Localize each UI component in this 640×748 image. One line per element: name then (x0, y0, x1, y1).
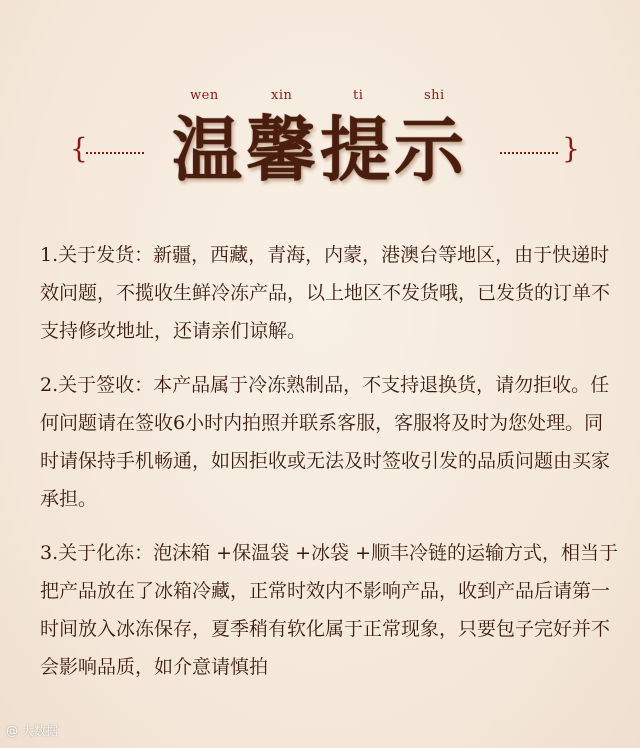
pinyin-xin: xin (271, 88, 293, 103)
pinyin-row (0, 88, 640, 108)
notice-thawing: 3.关于化冻：泡沫箱 +保温袋 +冰袋 +顺丰冷链的运输方式，相当于把产品放在了冰箱冷藏，正常时效内不影响产品，收到产品后请第一时间放入冰冻保存，夏季稍有软化属于正常现象，只要包子完好并不会影响品质，如介意请慎拍 (40, 542, 619, 678)
right-brace-icon: } (562, 132, 580, 165)
watermark: @ 大数据 (6, 724, 58, 738)
title-row (0, 110, 640, 194)
pinyin-wen: wen (190, 88, 219, 103)
pinyin-shi: shi (424, 88, 445, 103)
pinyin-ti: ti (353, 88, 364, 103)
notice-receipt: 2.关于签收：本产品属于冷冻熟制品，不支持退换货，请勿拒收。任何问题请在签收6小时内拍照并联系客服，客服将及时为您处理。同时请保持手机畅通，如因拒收或无法及时签收引发的品质问题由买家承担。 (40, 374, 611, 510)
left-dotted-line (86, 152, 144, 154)
left-brace-icon: { (70, 132, 88, 165)
right-dotted-line (500, 152, 558, 154)
notice-shipping: 1.关于发货：新疆，西藏，青海，内蒙，港澳台等地区，由于快递时效问题，不揽收生鲜冷冻产品，以上地区不发货哦，已发货的订单不支持修改地址，还请亲们谅解。 (40, 244, 611, 342)
notice-content (40, 236, 620, 702)
page-title: 温馨提示 (172, 108, 468, 191)
